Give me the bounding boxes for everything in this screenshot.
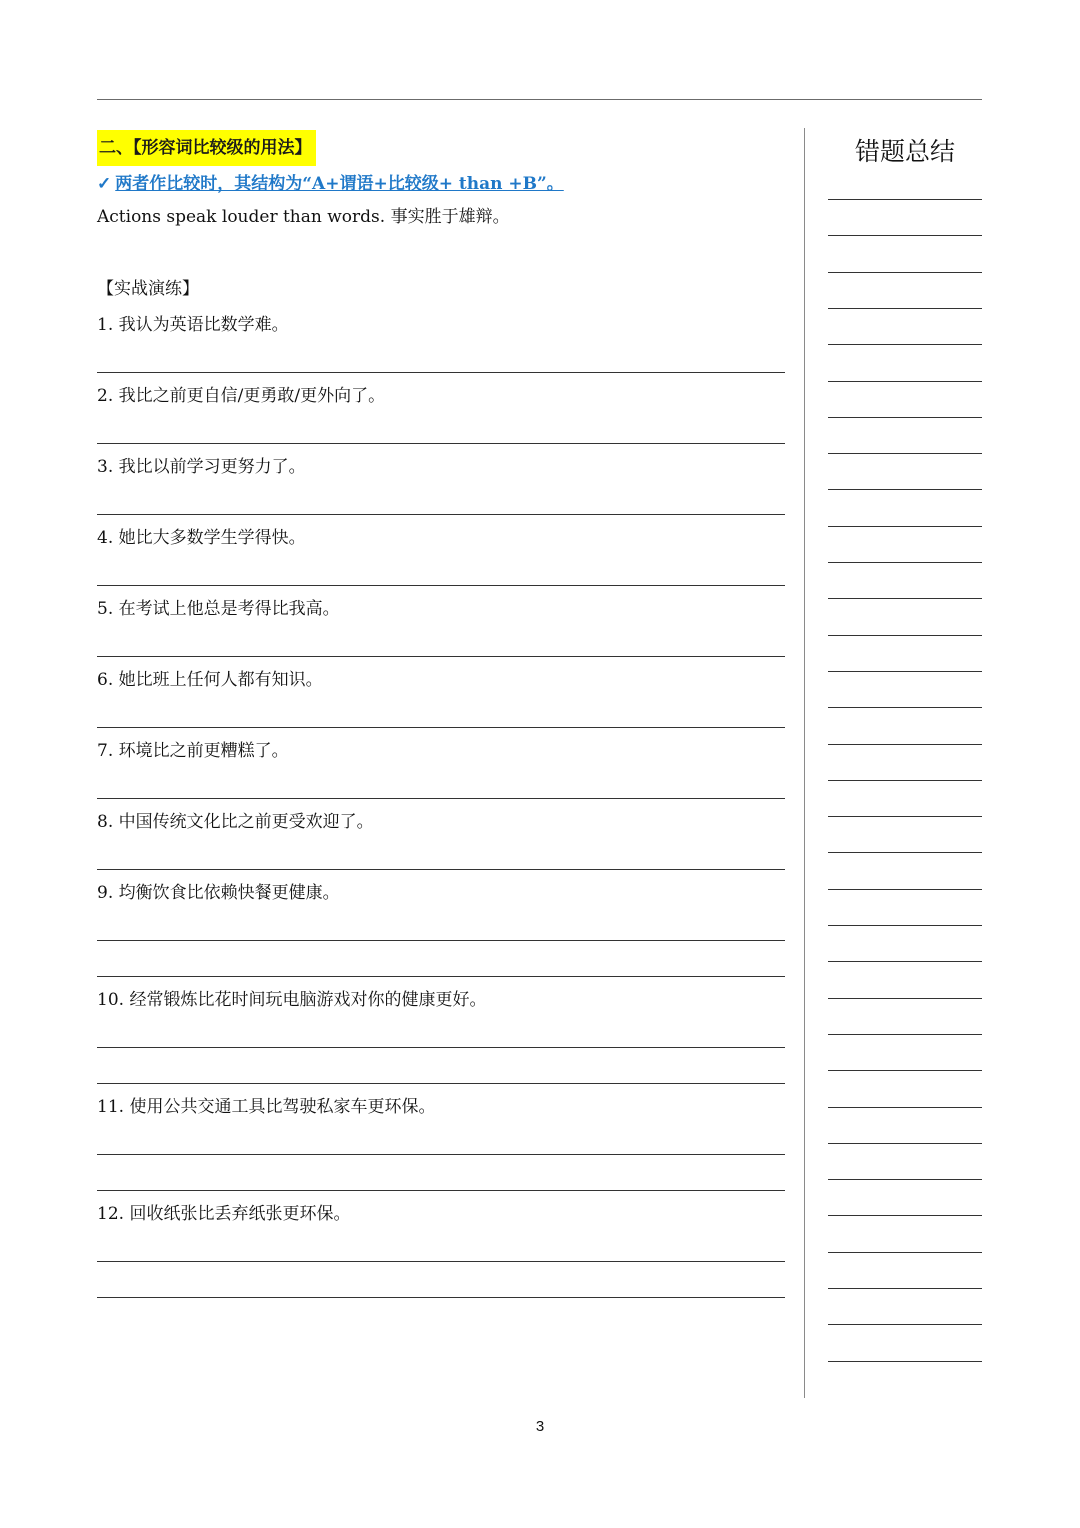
practice-item-6 xyxy=(97,657,785,728)
summary-line[interactable] xyxy=(828,1324,982,1325)
question-text: 6. 她比班上任何人都有知识。 xyxy=(97,670,323,690)
summary-line[interactable] xyxy=(828,925,982,926)
question-text: 8. 中国传统文化比之前更受欢迎了。 xyxy=(97,812,374,832)
question-text: 3. 我比以前学习更努力了。 xyxy=(97,457,306,477)
mistake-summary-title: 错题总结 xyxy=(854,137,955,166)
answer-line[interactable] xyxy=(97,1297,785,1298)
practice-item-1 xyxy=(97,302,785,373)
column-divider xyxy=(804,128,805,1398)
summary-line[interactable] xyxy=(828,453,982,454)
summary-line[interactable] xyxy=(828,1070,982,1071)
summary-line[interactable] xyxy=(828,780,982,781)
summary-line[interactable] xyxy=(828,1034,982,1035)
summary-line[interactable] xyxy=(828,1179,982,1180)
practice-item-10 xyxy=(97,977,785,1084)
answer-line[interactable] xyxy=(97,1047,785,1048)
summary-line[interactable] xyxy=(828,344,982,345)
checkmark-icon: ✓ xyxy=(97,174,112,194)
practice-item-4 xyxy=(97,515,785,586)
answer-line[interactable] xyxy=(97,1261,785,1262)
practice-title: 【实战演练】 xyxy=(97,279,199,299)
summary-line[interactable] xyxy=(828,1288,982,1289)
summary-line[interactable] xyxy=(828,1215,982,1216)
question-text: 12. 回收纸张比丢弃纸张更环保。 xyxy=(97,1204,351,1224)
practice-item-9 xyxy=(97,870,785,977)
practice-item-2 xyxy=(97,373,785,444)
summary-line[interactable] xyxy=(828,998,982,999)
summary-line[interactable] xyxy=(828,707,982,708)
summary-line[interactable] xyxy=(828,635,982,636)
question-text: 7. 环境比之前更糟糕了。 xyxy=(97,741,289,761)
question-text: 9. 均衡饮食比依赖快餐更健康。 xyxy=(97,883,340,903)
summary-line[interactable] xyxy=(828,308,982,309)
summary-line[interactable] xyxy=(828,671,982,672)
summary-line[interactable] xyxy=(828,852,982,853)
question-text: 2. 我比之前更自信/更勇敢/更外向了。 xyxy=(97,386,386,406)
summary-line[interactable] xyxy=(828,961,982,962)
summary-line[interactable] xyxy=(828,1252,982,1253)
question-text: 10. 经常锻炼比花时间玩电脑游戏对你的健康更好。 xyxy=(97,990,487,1010)
practice-item-8 xyxy=(97,799,785,870)
summary-line[interactable] xyxy=(828,1361,982,1362)
answer-line[interactable] xyxy=(97,940,785,941)
summary-line[interactable] xyxy=(828,744,982,745)
summary-line[interactable] xyxy=(828,417,982,418)
summary-line[interactable] xyxy=(828,526,982,527)
example-sentence: Actions speak louder than words. 事实胜于雄辩。 xyxy=(97,207,510,227)
summary-line[interactable] xyxy=(828,598,982,599)
question-text: 11. 使用公共交通工具比驾驶私家车更环保。 xyxy=(97,1097,436,1117)
answer-line[interactable] xyxy=(97,1154,785,1155)
question-text: 4. 她比大多数学生学得快。 xyxy=(97,528,306,548)
summary-line[interactable] xyxy=(828,489,982,490)
grammar-rule xyxy=(97,172,785,196)
section-heading: 二、【形容词比较级的用法】 xyxy=(97,130,316,166)
page-number: 3 xyxy=(535,1418,545,1435)
practice-item-5 xyxy=(97,586,785,657)
header-rule xyxy=(97,99,982,100)
question-text: 1. 我认为英语比数学难。 xyxy=(97,315,289,335)
summary-line[interactable] xyxy=(828,562,982,563)
summary-line[interactable] xyxy=(828,1143,982,1144)
summary-line[interactable] xyxy=(828,199,982,200)
summary-line[interactable] xyxy=(828,235,982,236)
summary-line[interactable] xyxy=(828,381,982,382)
mistake-summary-column xyxy=(828,128,982,176)
practice-item-7 xyxy=(97,728,785,799)
summary-line[interactable] xyxy=(828,272,982,273)
summary-line[interactable] xyxy=(828,889,982,890)
rule-text: 两者作比较时，其结构为“A+谓语+比较级+ than +B”。 xyxy=(115,174,564,194)
main-column xyxy=(97,130,785,1298)
summary-line[interactable] xyxy=(828,816,982,817)
question-text: 5. 在考试上他总是考得比我高。 xyxy=(97,599,340,619)
summary-line[interactable] xyxy=(828,1107,982,1108)
practice-item-3 xyxy=(97,444,785,515)
practice-item-11 xyxy=(97,1084,785,1191)
practice-item-12 xyxy=(97,1191,785,1298)
